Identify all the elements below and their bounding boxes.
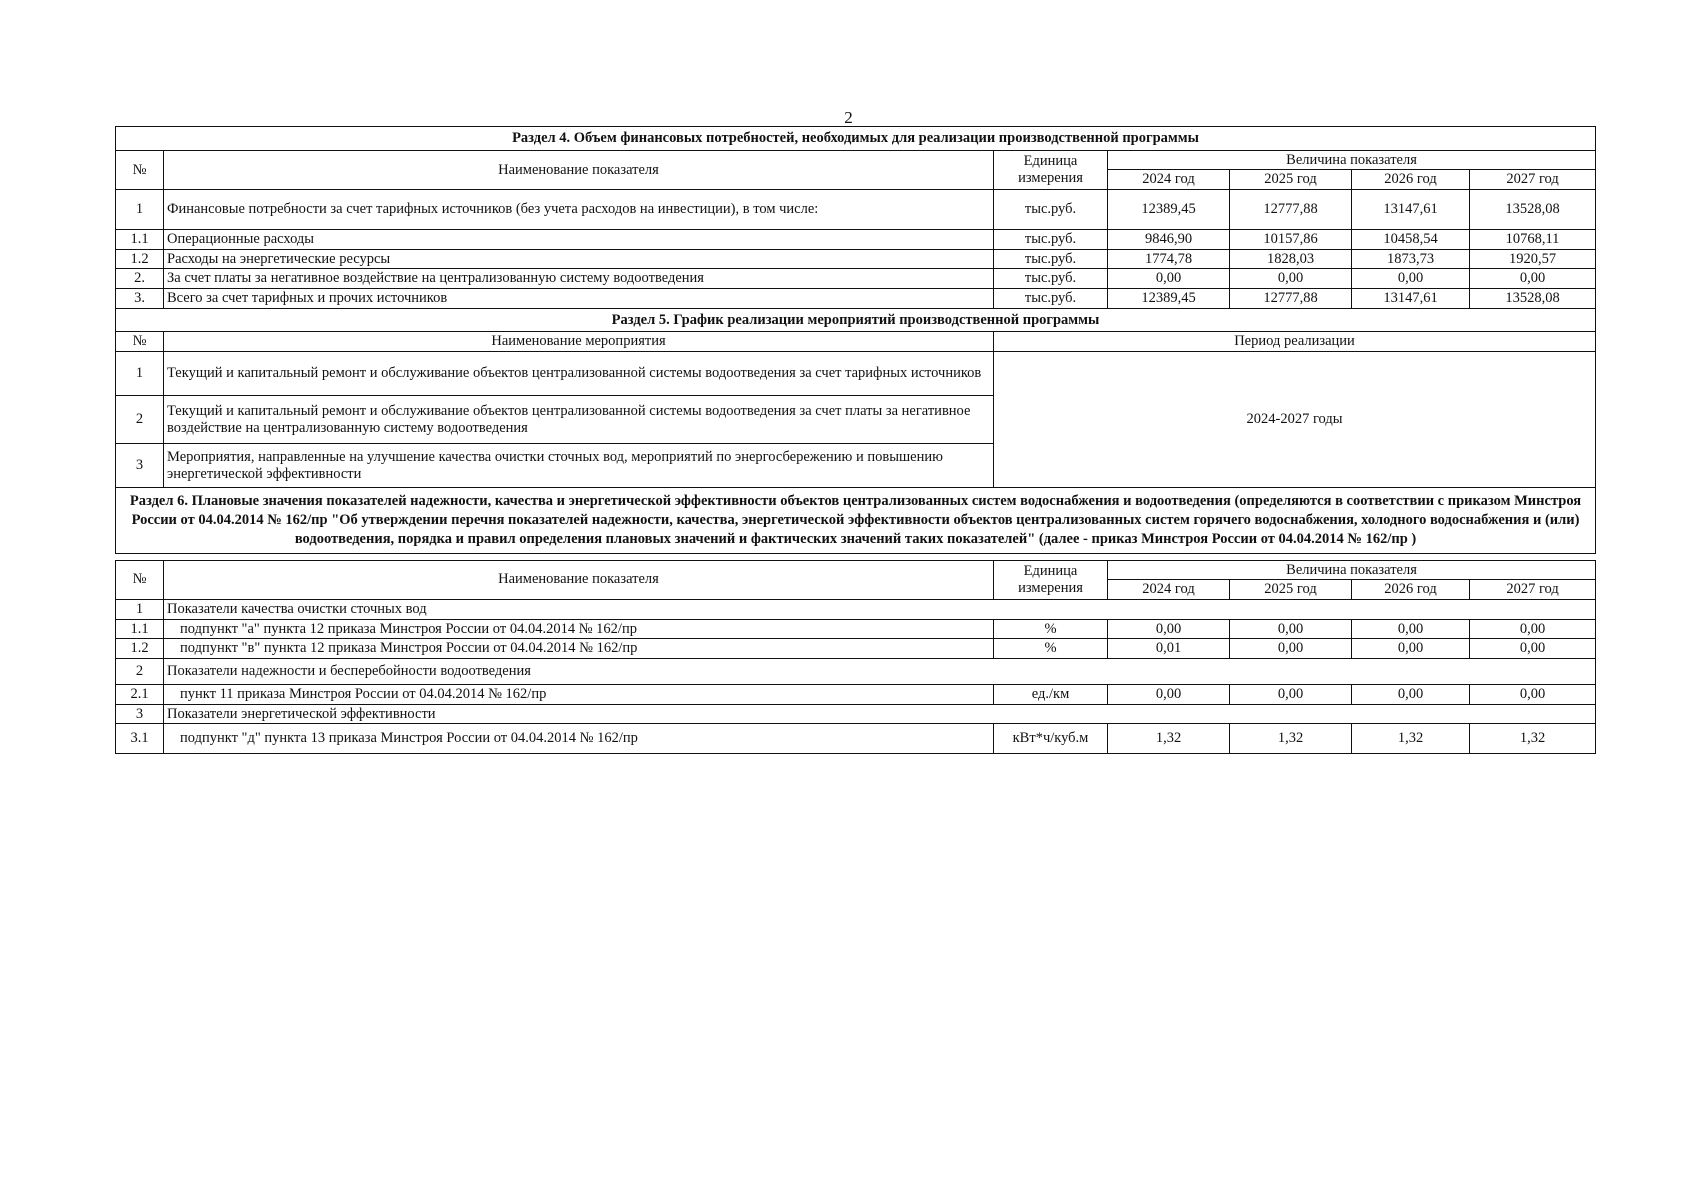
- table-row: [116, 289, 1596, 309]
- row-name: подпункт "д" пункта 13 приказа Минстроя России от 04.04.2014 № 162/пр: [164, 724, 994, 754]
- row-value: 13528,08: [1470, 190, 1596, 230]
- header-name: Наименование мероприятия: [164, 332, 994, 352]
- row-value: 0,00: [1352, 269, 1470, 289]
- row-name: Расходы на энергетические ресурсы: [164, 249, 994, 269]
- row-num: 1.2: [116, 249, 164, 269]
- row-num: 1: [116, 352, 164, 396]
- row-unit: тыс.руб.: [994, 190, 1108, 230]
- row-value: 1828,03: [1230, 249, 1352, 269]
- row-value: 0,00: [1230, 639, 1352, 659]
- section5-title-row: [116, 308, 1596, 332]
- spacer: [116, 553, 1596, 560]
- row-value: 1,32: [1470, 724, 1596, 754]
- header-value: Величина показателя: [1108, 150, 1596, 170]
- row-unit: тыс.руб.: [994, 269, 1108, 289]
- row-value: 10768,11: [1470, 230, 1596, 250]
- row-name: подпункт "в" пункта 12 приказа Минстроя России от 04.04.2014 № 162/пр: [164, 639, 994, 659]
- row-value: 0,00: [1470, 619, 1596, 639]
- row-value: 1774,78: [1108, 249, 1230, 269]
- group-row: [116, 704, 1596, 724]
- row-value: 1873,73: [1352, 249, 1470, 269]
- row-name: пункт 11 приказа Минстроя России от 04.04.2014 № 162/пр: [164, 684, 994, 704]
- header-year: 2027 год: [1470, 170, 1596, 190]
- header-unit: Единица измерения: [994, 560, 1108, 599]
- row-unit: ед./км: [994, 684, 1108, 704]
- row-value: 0,00: [1230, 619, 1352, 639]
- row-value: 1,32: [1230, 724, 1352, 754]
- table-row: [116, 249, 1596, 269]
- header-year: 2026 год: [1352, 580, 1470, 600]
- row-name: Финансовые потребности за счет тарифных источников (без учета расходов на инвестиции), в том числе:: [164, 190, 994, 230]
- row-num: 2.1: [116, 684, 164, 704]
- row-value: 0,00: [1470, 269, 1596, 289]
- section4-header-row: [116, 150, 1596, 170]
- row-value: 0,00: [1108, 269, 1230, 289]
- group-name: Показатели качества очистки сточных вод: [164, 599, 1596, 619]
- group-name: Показатели энергетической эффективности: [164, 704, 1596, 724]
- row-unit: %: [994, 639, 1108, 659]
- table-row: [116, 619, 1596, 639]
- section4-title: Раздел 4. Объем финансовых потребностей, необходимых для реализации производственной программы: [116, 127, 1596, 151]
- group-num: 3: [116, 704, 164, 724]
- row-value: 0,00: [1352, 639, 1470, 659]
- header-year: 2024 год: [1108, 170, 1230, 190]
- group-row: [116, 599, 1596, 619]
- row-num: 2.: [116, 269, 164, 289]
- row-value: 13147,61: [1352, 289, 1470, 309]
- section6-title-row: [116, 488, 1596, 554]
- header-num: №: [116, 150, 164, 189]
- row-num: 1.1: [116, 230, 164, 250]
- table-row: [116, 269, 1596, 289]
- row-name: подпункт "а" пункта 12 приказа Минстроя России от 04.04.2014 № 162/пр: [164, 619, 994, 639]
- row-value: 0,01: [1108, 639, 1230, 659]
- row-unit: тыс.руб.: [994, 230, 1108, 250]
- row-value: 0,00: [1352, 619, 1470, 639]
- spacer-row: [116, 553, 1596, 560]
- row-name: Текущий и капитальный ремонт и обслуживание объектов централизованной системы водоотведения за счет тарифных источников: [164, 352, 994, 396]
- header-year: 2024 год: [1108, 580, 1230, 600]
- header-value: Величина показателя: [1108, 560, 1596, 580]
- main-table: [115, 126, 1596, 754]
- row-value: 13528,08: [1470, 289, 1596, 309]
- section6-title: Раздел 6. Плановые значения показателей надежности, качества и энергетической эффективности объектов централизованных систем водоснабжения и водоотведения (определяются в соответствии с приказом Минстроя России от 04.04.2014 № 162/пр "Об утверждении перечня показателей надежности, качества, энергетической эффективности объектов централизованных систем горячего водоснабжения, холодного водоснабжения и (или) водоотведения, порядка и правил определения плановых значений и фактических значений таких показателей" (далее - приказ Минстроя России от 04.04.2014 № 162/пр ): [116, 488, 1596, 554]
- row-name: Всего за счет тарифных и прочих источников: [164, 289, 994, 309]
- header-year: 2027 год: [1470, 580, 1596, 600]
- period-value: 2024-2027 годы: [994, 352, 1596, 488]
- document-table-container: [115, 126, 1595, 754]
- row-name: Операционные расходы: [164, 230, 994, 250]
- row-value: 1,32: [1352, 724, 1470, 754]
- group-name: Показатели надежности и бесперебойности водоотведения: [164, 658, 1596, 684]
- table-row: [116, 639, 1596, 659]
- row-value: 9846,90: [1108, 230, 1230, 250]
- table-row: [116, 724, 1596, 754]
- header-period: Период реализации: [994, 332, 1596, 352]
- section6-header-row: [116, 560, 1596, 580]
- row-num: 3.: [116, 289, 164, 309]
- header-year: 2025 год: [1230, 170, 1352, 190]
- table-row: [116, 352, 1596, 396]
- row-value: 0,00: [1108, 684, 1230, 704]
- row-unit: тыс.руб.: [994, 249, 1108, 269]
- row-unit: %: [994, 619, 1108, 639]
- section5-header-row: [116, 332, 1596, 352]
- row-value: 1920,57: [1470, 249, 1596, 269]
- row-name: За счет платы за негативное воздействие на централизованную систему водоотведения: [164, 269, 994, 289]
- group-num: 2: [116, 658, 164, 684]
- row-num: 3.1: [116, 724, 164, 754]
- header-name: Наименование показателя: [164, 560, 994, 599]
- row-value: 0,00: [1352, 684, 1470, 704]
- group-row: [116, 658, 1596, 684]
- header-num: №: [116, 332, 164, 352]
- row-num: 3: [116, 444, 164, 488]
- group-num: 1: [116, 599, 164, 619]
- row-value: 0,00: [1470, 684, 1596, 704]
- header-name: Наименование показателя: [164, 150, 994, 189]
- row-value: 12389,45: [1108, 190, 1230, 230]
- row-value: 13147,61: [1352, 190, 1470, 230]
- table-row: [116, 684, 1596, 704]
- row-num: 1.1: [116, 619, 164, 639]
- header-num: №: [116, 560, 164, 599]
- row-value: 12389,45: [1108, 289, 1230, 309]
- row-name: Мероприятия, направленные на улучшение качества очистки сточных вод, мероприятий по энергосбережению и повышению энергетической эффективности: [164, 444, 994, 488]
- row-unit: кВт*ч/куб.м: [994, 724, 1108, 754]
- row-value: 0,00: [1230, 684, 1352, 704]
- row-value: 0,00: [1230, 269, 1352, 289]
- row-unit: тыс.руб.: [994, 289, 1108, 309]
- row-value: 0,00: [1108, 619, 1230, 639]
- row-num: 2: [116, 396, 164, 444]
- row-num: 1: [116, 190, 164, 230]
- row-value: 10458,54: [1352, 230, 1470, 250]
- row-name: Текущий и капитальный ремонт и обслуживание объектов централизованной системы водоотведения за счет платы за негативное воздействие на централизованную систему водоотведения: [164, 396, 994, 444]
- section4-title-row: [116, 127, 1596, 151]
- row-value: 10157,86: [1230, 230, 1352, 250]
- table-row: [116, 230, 1596, 250]
- row-value: 12777,88: [1230, 289, 1352, 309]
- header-year: 2026 год: [1352, 170, 1470, 190]
- page-number: 2: [844, 108, 853, 127]
- row-value: 0,00: [1470, 639, 1596, 659]
- section5-title: Раздел 5. График реализации мероприятий производственной программы: [116, 308, 1596, 332]
- row-value: 1,32: [1108, 724, 1230, 754]
- table-row: [116, 190, 1596, 230]
- row-value: 12777,88: [1230, 190, 1352, 230]
- row-num: 1.2: [116, 639, 164, 659]
- header-unit: Единица измерения: [994, 150, 1108, 189]
- header-year: 2025 год: [1230, 580, 1352, 600]
